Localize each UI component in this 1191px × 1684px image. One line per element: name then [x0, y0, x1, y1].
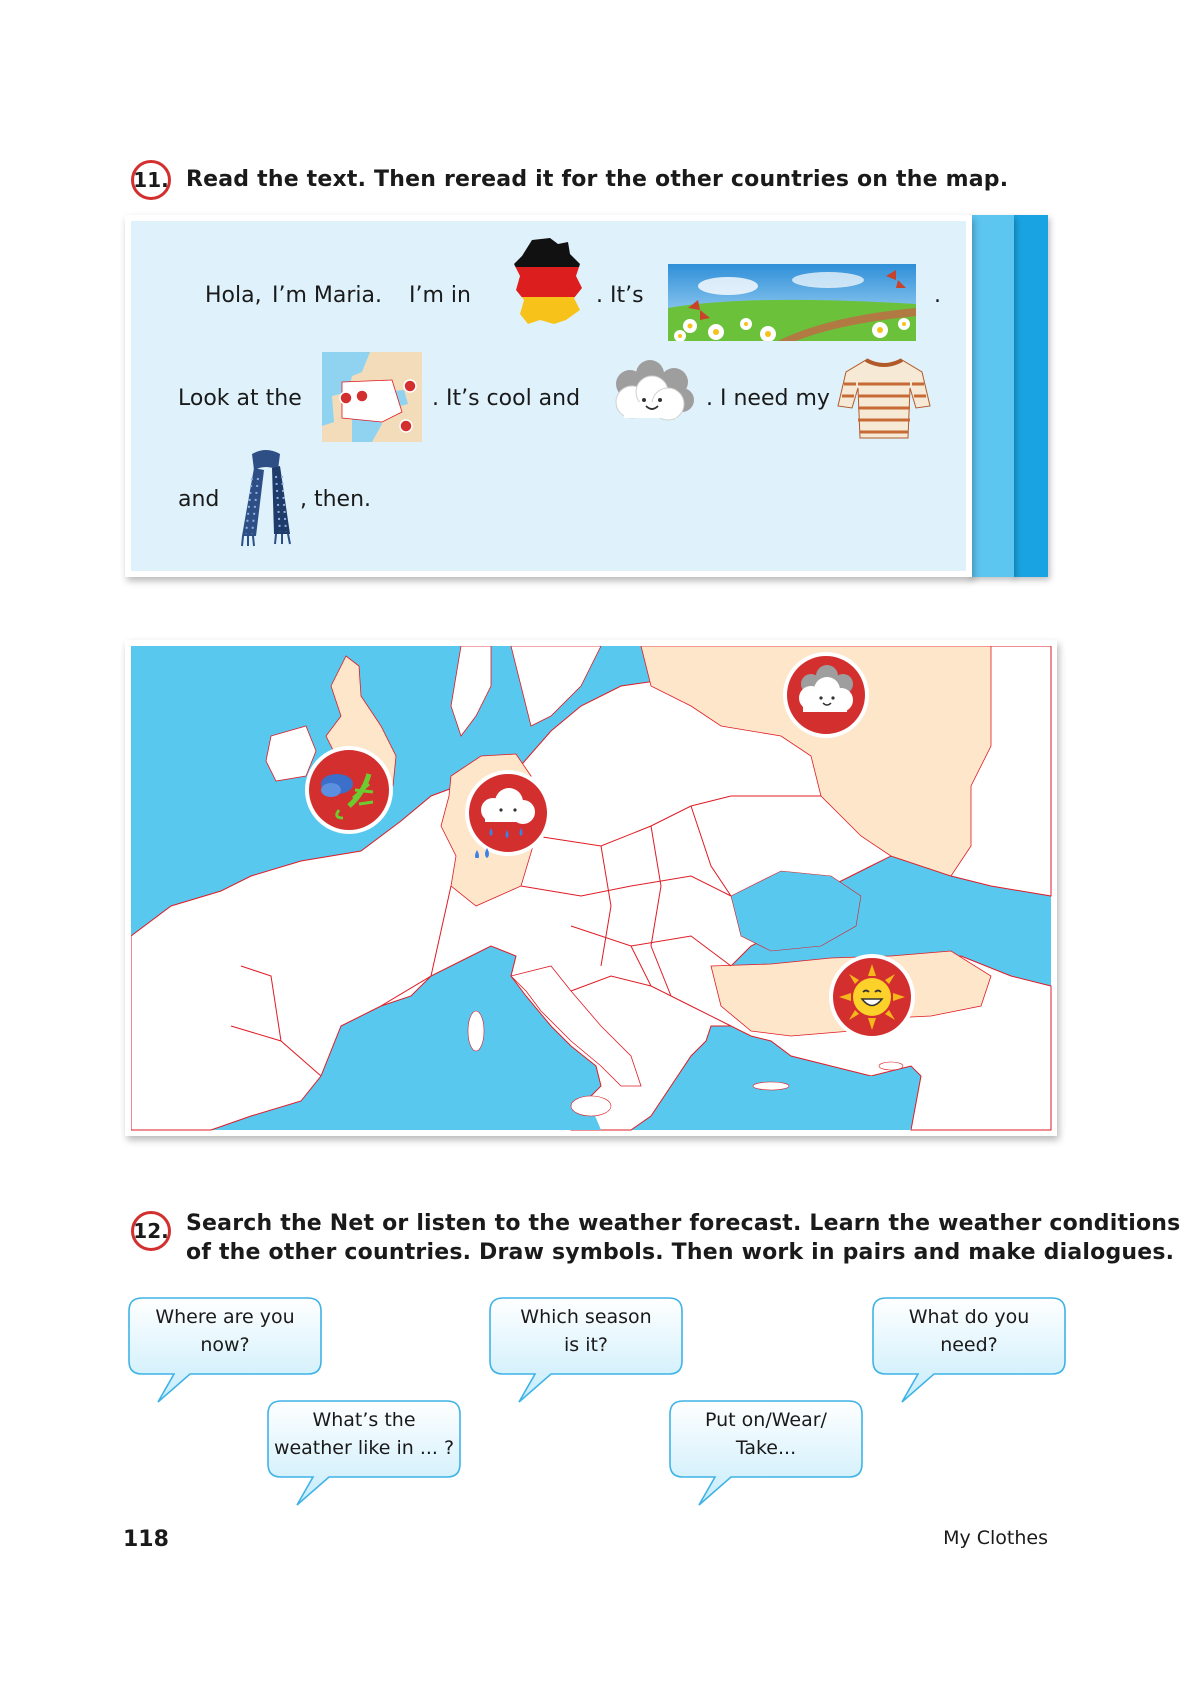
bubble-3-line-1: What do you [908, 1306, 1030, 1328]
speech-bubble-put-on [669, 1400, 863, 1478]
bubble-5-line-2: Take... [735, 1437, 797, 1459]
cloud-face-icon [608, 358, 696, 426]
sunny-icon [827, 952, 917, 1042]
bubble-1-line-1: Where are you [155, 1306, 295, 1328]
germany-flag-map-icon [510, 236, 586, 328]
text-its-cool-and: . It’s cool and [432, 386, 581, 411]
exercise-12-instruction-line-2: of the other countries. Draw symbols. Then work in pairs and make dialogues. [186, 1240, 1175, 1265]
bubble-5-line-1: Put on/Wear/ [705, 1409, 827, 1431]
scarf-icon [234, 448, 298, 550]
panel-tab-dark [1012, 215, 1048, 577]
europe-map [131, 646, 1063, 1142]
bubble-3-line-2: need? [940, 1334, 998, 1356]
exercise-11-number: 11. [131, 160, 171, 200]
exercise-12-number: 12. [131, 1211, 171, 1251]
text-im-maria: I’m Maria. [272, 283, 382, 308]
bubble-2-line-1: Which season [520, 1306, 652, 1328]
unit-title: My Clothes [943, 1527, 1048, 1549]
cloudy-icon [781, 650, 871, 740]
speech-bubble-weather [267, 1400, 461, 1478]
text-then: , then. [300, 487, 372, 512]
speech-bubble-season [489, 1297, 683, 1375]
panel-tab-light [968, 215, 1014, 577]
text-i-need-my: . I need my [706, 386, 830, 411]
text-period-1: . [934, 283, 941, 308]
europe-weather-map [125, 640, 1057, 1136]
text-and: and [178, 487, 220, 512]
bubble-2-line-2: is it? [563, 1334, 609, 1356]
text-look-at-the: Look at the [178, 386, 302, 411]
page-number: 118 [123, 1527, 169, 1552]
bubble-4-line-1: What’s the [312, 1409, 416, 1431]
spring-meadow-picture [668, 264, 916, 341]
speech-bubble-need [872, 1297, 1066, 1375]
europe-map-thumbnail-icon [322, 352, 422, 442]
exercise-12-instruction-line-1: Search the Net or listen to the weather forecast. Learn the weather conditions [186, 1211, 1181, 1236]
rain-cloud-icon [463, 768, 553, 858]
text-its: . It’s [596, 283, 644, 308]
text-im-in: I’m in [409, 283, 471, 308]
speech-bubble-where [128, 1297, 322, 1375]
bubble-1-line-2: now? [200, 1334, 250, 1356]
bubble-4-line-2: weather like in ... ? [273, 1437, 455, 1459]
text-hola: Hola, [205, 283, 262, 308]
windy-icon [303, 744, 395, 836]
striped-sweater-icon [836, 354, 932, 442]
exercise-11-instruction: Read the text. Then reread it for the other countries on the map. [186, 167, 1009, 192]
